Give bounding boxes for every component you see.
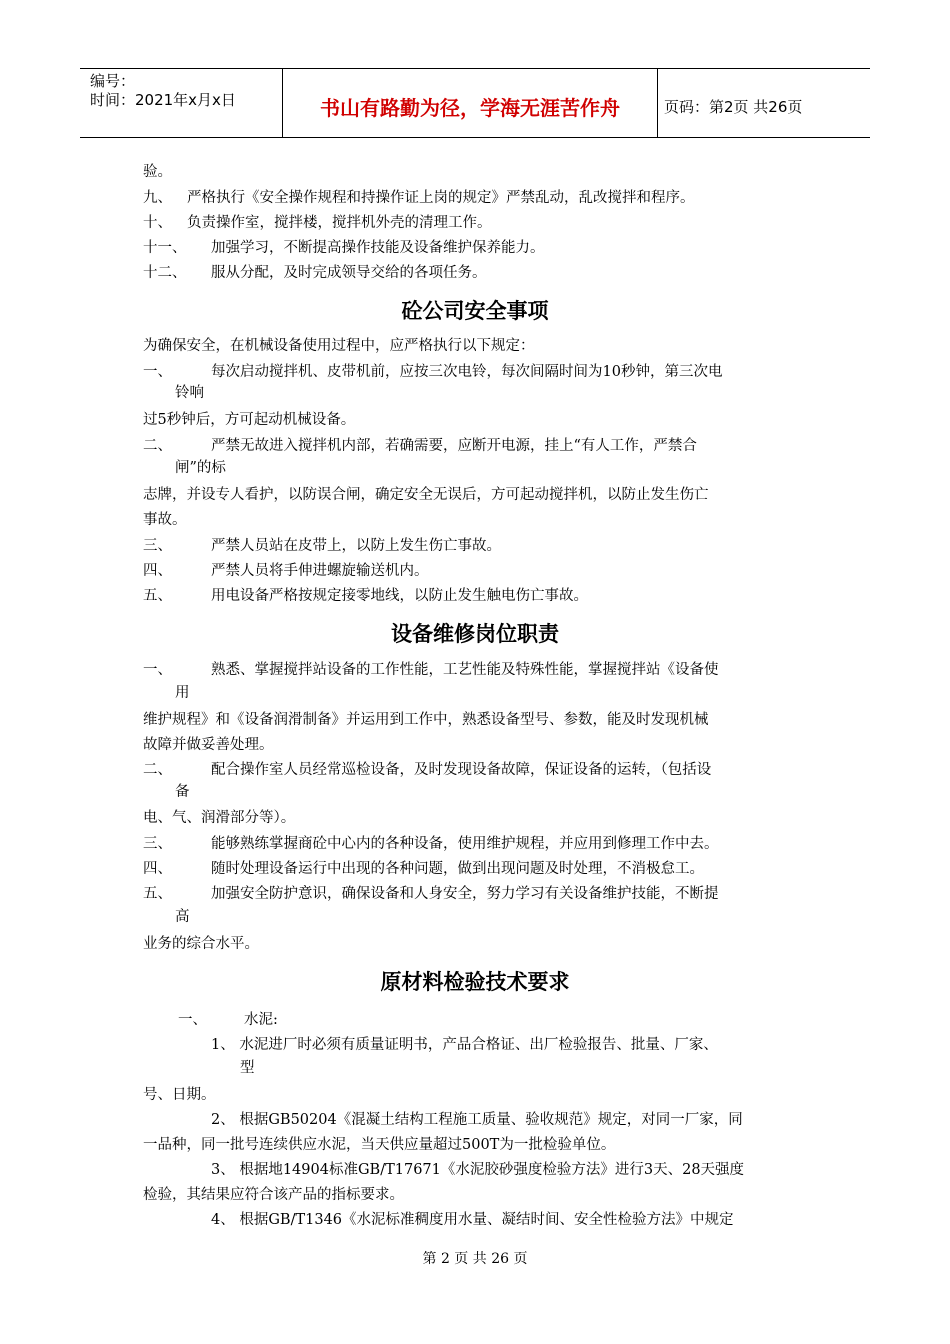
item-text: 配合操作室人员经常巡检设备，及时发现设备故障，保证设备的运转，（包括设 [211,762,712,778]
item-number: 五、 [143,588,172,604]
item-number: 十一、 [143,240,187,256]
item-text: 用电设备严格按规定接零地线，以防止发生触电伤亡事故。 [211,588,588,604]
page-footer: 第 2 页 共 26 页 [422,1251,528,1267]
body-line: 维护规程》和《设备润滑制备》并运用到工作中，熟悉设备型号、参数，能及时发现机械 [143,712,709,728]
body-line: 号、日期。 [143,1087,216,1103]
body-line: 过5秒钟后，方可起动机械设备。 [143,412,356,428]
body-line: 4、 根据GB/T1346《水泥标准稠度用水量、凝结时间、安全性检验方法》中规定 [211,1212,734,1228]
body-line: 型 [240,1060,255,1076]
item-text: 严禁无故进入搅拌机内部，若确需要，应断开电源，挂上“有人工作，严禁合 [211,438,697,454]
item-text: 闸”的标 [175,460,226,476]
item-text: 用 [175,685,190,701]
section-title-repair: 设备维修岗位职责 [391,622,559,646]
section-title-material: 原材料检验技术要求 [380,970,570,994]
item-text: 熟悉、掌握搅拌站设备的工作性能，工艺性能及特殊性能，掌握搅拌站《设备使 [211,662,719,678]
body-line: 3、 根据地14904标准GB/T17671《水泥胶砂强度检验方法》进行3天、28天强度 [211,1162,745,1178]
item-text: 严格执行《安全操作规程和持操作证上岗的规定》严禁乱动，乱改搅拌和程序。 [187,190,695,206]
item-number: 四、 [143,563,172,579]
item-text: 随时处理设备运行中出现的各种问题，做到出现问题及时处理，不消极怠工。 [211,861,704,877]
document-code: 编号： [90,72,136,90]
item-number: 九、 [143,190,172,206]
item-text: 水泥: [244,1012,278,1028]
item-number: 三、 [143,836,172,852]
body-line: 业务的综合水平。 [143,936,259,952]
item-text: 备 [175,784,190,800]
page-header [80,68,870,138]
item-number: 四、 [143,861,172,877]
item-text: 高 [175,909,190,925]
section-title-safety: 砼公司安全事项 [401,299,549,323]
item-text: 每次启动搅拌机、皮带机前，应按三次电铃，每次间隔时间为10秒钟，第三次电 [211,364,723,380]
document-time: 时间：2021年x月x日 [90,91,236,109]
item-text: 负责操作室，搅拌楼，搅拌机外壳的清理工作。 [187,215,492,231]
body-line: 1、 水泥进厂时必须有质量证明书，产品合格证、出厂检验报告、批量、厂家、 [211,1037,718,1053]
item-text: 加强安全防护意识，确保设备和人身安全，努力学习有关设备维护技能，不断提 [211,886,719,902]
body-line: 事故。 [143,512,187,528]
body-line: 志牌，并设专人看护，以防误合闸，确定安全无误后，方可起动搅拌机，以防止发生伤亡 [143,487,709,503]
body-line: 故障并做妥善处理。 [143,737,274,753]
header-info-cell [80,69,280,137]
item-text: 服从分配，及时完成领导交给的各项任务。 [211,265,487,281]
body-line: 验。 [143,164,172,180]
body-line: 为确保安全，在机械设备使用过程中，应严格执行以下规定： [143,338,535,354]
body-line: 电、气、润滑部分等）。 [143,810,296,826]
item-number: 一、 [143,364,172,380]
body-line: 一品种，同一批号连续供应水泥，当天供应量超过500T为一批检验单位。 [143,1137,616,1153]
item-text: 能够熟练掌握商砼中心内的各种设备，使用维护规程，并应用到修理工作中去。 [211,836,719,852]
header-page-number: 页码：第2页 共26页 [664,97,803,116]
item-text: 严禁人员站在皮带上，以防上发生伤亡事故。 [211,538,501,554]
item-number: 二、 [143,438,172,454]
item-number: 十、 [143,215,172,231]
item-number: 十二、 [143,265,187,281]
header-motto: 书山有路勤为径，学海无涯苦作舟 [282,69,658,137]
body-line: 2、 根据GB50204《混凝土结构工程施工质量、验收规范》规定，对同一厂家，同 [211,1112,743,1128]
item-number: 五、 [143,886,172,902]
item-text: 铃响 [175,385,204,401]
item-text: 加强学习，不断提高操作技能及设备维护保养能力。 [211,240,545,256]
item-number: 一、 [178,1012,207,1028]
item-number: 一、 [143,662,172,678]
body-line: 检验，其结果应符合该产品的指标要求。 [143,1187,404,1203]
item-number: 二、 [143,762,172,778]
item-text: 严禁人员将手伸进螺旋输送机内。 [211,563,429,579]
item-number: 三、 [143,538,172,554]
